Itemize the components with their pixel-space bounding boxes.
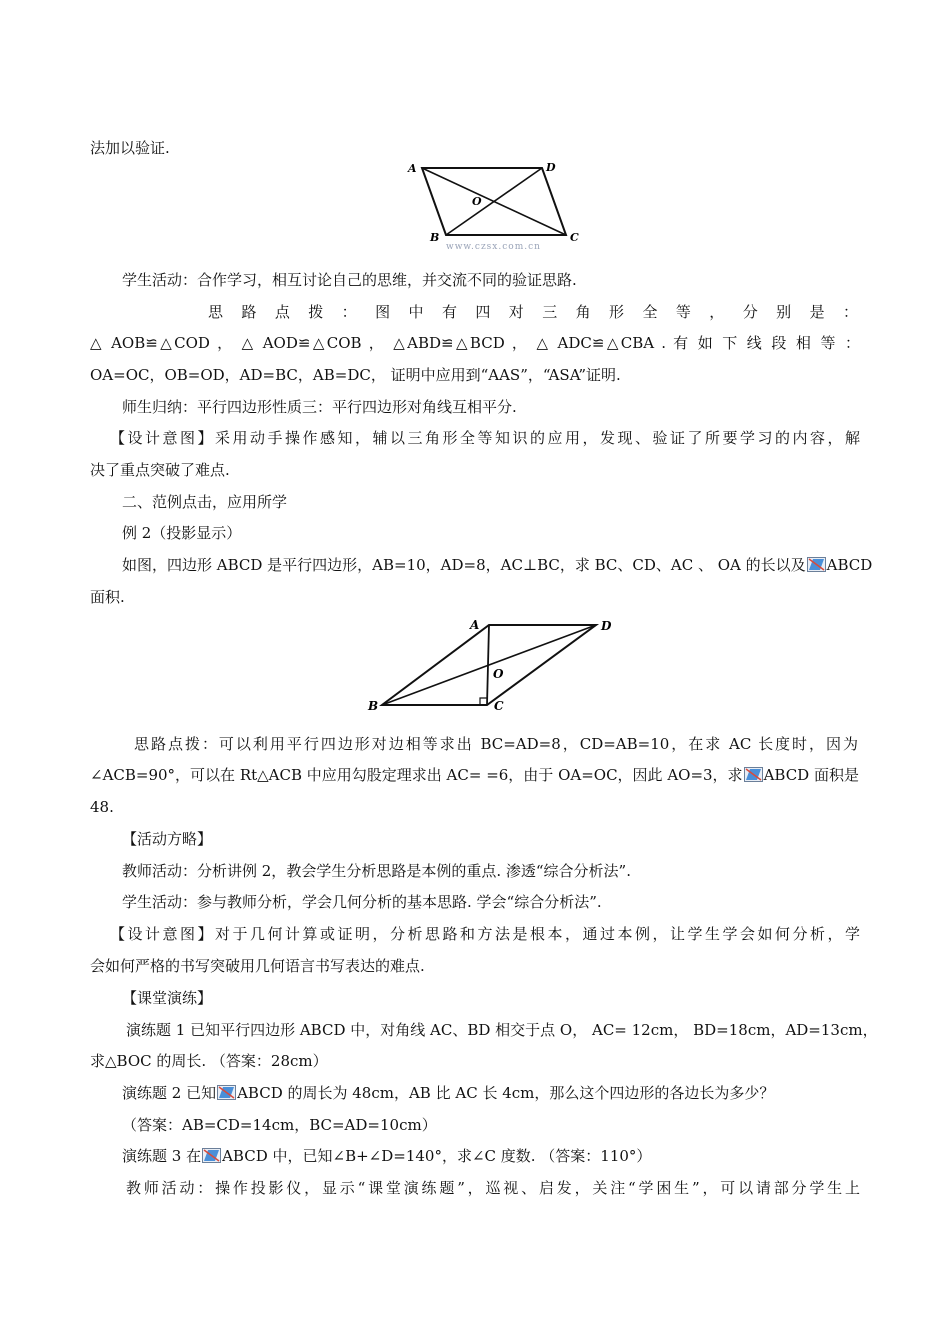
text-line: 会如何严格的书写突破用几何语言书写表达的难点. (90, 957, 425, 975)
text-line: 学生活动：合作学习，相互讨论自己的思维，并交流不同的验证思路. (122, 271, 577, 289)
text-line: 【设计意图】采用动手操作感知，辅以三角形全等知识的应用，发现、验证了所要学习的内容，解 (110, 429, 860, 447)
figure-parallelogram-1 (400, 155, 590, 255)
parallelogram-symbol-icon (744, 767, 763, 782)
text-fragment: 演练题 2 已知 (122, 1084, 217, 1102)
center-label-o: O (472, 195, 482, 208)
text-line: 二、范例点击，应用所学 (122, 493, 288, 511)
vertex-label-b: B (368, 699, 379, 713)
text-line (122, 555, 873, 575)
vertex-label-a: A (408, 162, 417, 175)
vertex-label-a: A (470, 618, 480, 632)
text-fragment: ABCD (826, 556, 873, 574)
vertex-label-d: D (601, 619, 612, 633)
vertex-label-d: D (546, 161, 556, 174)
text-line: 48. (90, 798, 114, 816)
text-line: 求△BOC 的周长. （答案：28cm） (90, 1052, 328, 1070)
text-line: 学生活动：参与教师分析，学会几何分析的基本思路. 学会“综合分析法”. (122, 893, 602, 911)
text-line: 教师活动：分析讲例 2，教会学生分析思路是本例的重点. 渗透“综合分析法”. (122, 862, 631, 880)
watermark: www.czsx.com.cn (446, 242, 541, 252)
parallelogram-symbol-icon (202, 1148, 221, 1163)
text-line: 思 路 点 拨 ： 图 中 有 四 对 三 角 形 全 等 ， 分 别 是 ： (208, 303, 858, 321)
text-fragment: 如图，四边形 ABCD 是平行四边形，AB=10，AD=8，AC⊥BC，求 BC、CD、AC 、 OA 的长以及 (122, 556, 806, 574)
text-fragment: ABCD 的周长为 48cm，AB 比 AC 长 4cm，那么这个四边形的各边长为多少？ (237, 1084, 775, 1102)
text-line: 法加以验证. (90, 139, 170, 157)
text-fragment: ABCD 中，已知∠B+∠D=140°，求∠C 度数. （答案：110°） (222, 1147, 652, 1165)
text-fragment: 演练题 3 在 (122, 1147, 202, 1165)
text-line: 面积. (90, 588, 125, 606)
parallelogram-symbol-icon (217, 1085, 236, 1100)
text-line: 决了重点突破了难点. (90, 461, 230, 479)
text-line (90, 765, 860, 785)
text-line: OA=OC，OB=OD，AD=BC，AB=DC， 证明中应用到“AAS”，“ASA”证明. (90, 366, 621, 384)
text-fragment: ∠ACB=90°，可以在 Rt△ACB 中应用勾股定理求出 AC= =6，由于 OA=OC，因此 AO=3，求 (90, 766, 743, 784)
text-line: 【设计意图】对于几何计算或证明，分析思路和方法是根本，通过本例，让学生学会如何分析，学 (110, 925, 860, 943)
text-line: 【活动方略】 (122, 830, 213, 848)
text-line: 师生归纳：平行四边形性质三：平行四边形对角线互相平分. (122, 398, 517, 416)
text-line: 教师活动：操作投影仪，显示“课堂演练题”，巡视、启发，关注“学困生”，可以请部分学生上 (126, 1179, 860, 1197)
text-line (122, 1083, 860, 1103)
vertex-label-b: B (430, 231, 440, 244)
vertex-label-c: C (494, 699, 504, 713)
text-line: 演练题 1 已知平行四边形 ABCD 中，对角线 AC、BD 相交于点 O， AC= 12cm， BD=18cm，AD=13cm， (126, 1021, 878, 1039)
text-line: （答案：AB=CD=14cm，BC=AD=10cm） (122, 1116, 437, 1134)
text-line: 【课堂演练】 (122, 989, 213, 1007)
text-line (122, 1146, 860, 1166)
text-fragment: ABCD 面积是 (763, 766, 859, 784)
parallelogram-symbol-icon (807, 557, 826, 572)
center-label-o: O (493, 667, 504, 681)
vertex-label-c: C (570, 231, 579, 244)
text-line: 例 2（投影显示） (122, 524, 242, 542)
text-line: 思路点拨：可以利用平行四边形对边相等求出 BC=AD=8，CD=AB=10，在求 AC 长度时，因为 (134, 735, 858, 753)
figure-parallelogram-2 (360, 612, 630, 720)
text-line: △ AOB≌△COD ， △ AOD≌△COB ， △ABD≌△BCD ， △ ADC≌△CBA . 有 如 下 线 段 相 等 ： (90, 334, 860, 352)
